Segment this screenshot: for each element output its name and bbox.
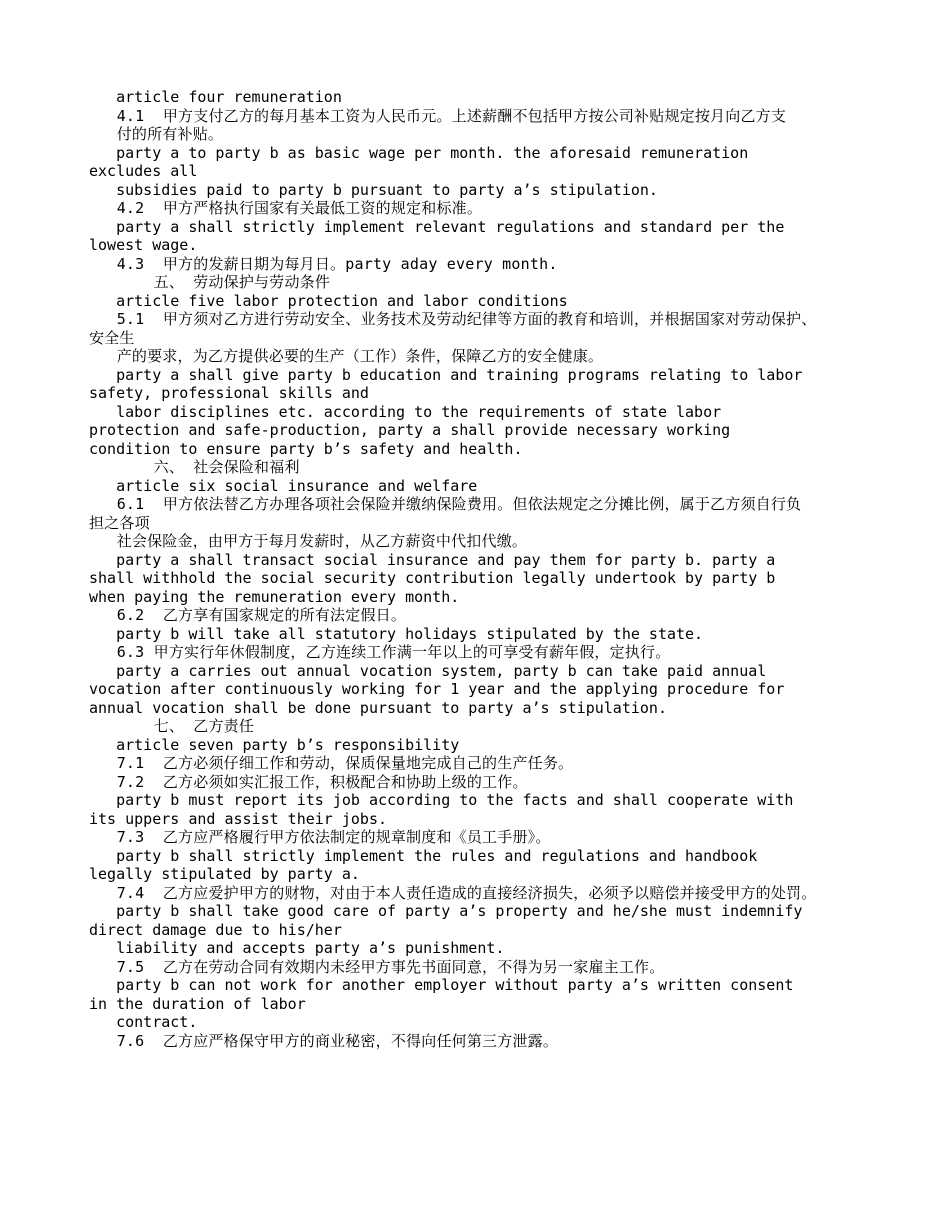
clause-4-2-en-cont: lowest wage.: [89, 236, 198, 254]
clause-7-4-cn: 7.4 乙方应爱护甲方的财物，对由于本人责任造成的直接经济损失，必须予以赔偿并接受甲方的处罚。: [89, 883, 817, 902]
clause-7-2-en: party b must report its job according to the facts and shall cooperate with: [89, 791, 794, 809]
article-seven-heading: article seven party b’s responsibility: [89, 735, 460, 754]
section-seven-heading-cn: 七、 乙方责任: [89, 717, 255, 735]
clause-5-1-en: party a shall give party b education and training programs relating to labor: [89, 365, 803, 384]
clause-5-1-en-cont-4: condition to ensure party b’s safety and health.: [89, 439, 523, 458]
clause-6-3-en: party a carries out annual vocation system, party b can take paid annual: [89, 661, 767, 680]
clause-4-3: 4.3 甲方的发薪日期为每月日。party aday every month.: [89, 254, 558, 273]
clause-7-2-en-cont: its uppers and assist their jobs.: [89, 809, 388, 828]
clause-7-3-en-cont: legally stipulated by party a.: [89, 865, 360, 883]
clause-4-1-en: party a to party b as basic wage per month. the aforesaid remuneration: [89, 143, 749, 162]
clause-4-2-en: party a shall strictly implement relevant regulations and standard per the: [89, 217, 785, 236]
article-five-heading: article five labor protection and labor conditions: [89, 291, 568, 310]
section-six-heading-cn: 六、 社会保险和福利: [89, 458, 300, 476]
clause-7-3-en: party b shall strictly implement the rules and regulations and handbook: [89, 846, 758, 865]
clause-6-1-en-cont-2: when paying the remuneration every month.: [89, 587, 460, 606]
clause-6-2-cn: 6.2 乙方享有国家规定的所有法定假日。: [89, 606, 407, 624]
clause-5-1-cn-cont: 安全生: [89, 328, 135, 347]
clause-6-1-en: party a shall transact social insurance and pay them for party b. party a: [89, 550, 776, 569]
clause-6-3-en-cont: vocation after continuously working for 1 year and the applying procedure for: [89, 680, 785, 698]
clause-5-1-en-cont: safety, professional skills and: [89, 384, 369, 402]
clause-7-3-cn: 7.3 乙方应严格履行甲方依法制定的规章制度和《员工手册》。: [89, 828, 551, 846]
clause-7-2-cn: 7.2 乙方必须如实汇报工作，积极配合和协助上级的工作。: [89, 772, 528, 791]
clause-5-1-en-cont-3: protection and safe-production, party a shall provide necessary working: [89, 421, 731, 439]
clause-7-5-en: party b can not work for another employer without party a’s written consent: [89, 976, 794, 994]
document-body: [89, 88, 869, 1050]
clause-7-5-cn: 7.5 乙方在劳动合同有效期内未经甲方事先书面同意，不得为另一家雇主工作。: [89, 957, 665, 976]
clause-7-5-en-cont-2: contract.: [89, 1013, 198, 1031]
clause-4-1-en-cont: excludes all: [89, 162, 198, 180]
clause-7-6-cn: 7.6 乙方应严格保守甲方的商业秘密，不得向任何第三方泄露。: [89, 1031, 559, 1050]
article-four-heading: article four remuneration: [89, 88, 342, 106]
clause-7-4-en: party b shall take good care of party a’s property and he/she must indemnify: [89, 902, 803, 920]
clause-7-5-en-cont: in the duration of labor: [89, 994, 306, 1013]
clause-6-1-en-cont: shall withhold the social security contribution legally undertook by party b: [89, 569, 776, 587]
clause-4-1-en-cont-2: subsidies paid to party b pursuant to party a’s stipulation.: [89, 180, 658, 199]
clause-7-1-cn: 7.1 乙方必须仔细工作和劳动，保质保量地完成自己的生产任务。: [89, 754, 574, 772]
clause-4-1-cn: 4.1 甲方支付乙方的每月基本工资为人民币元。上述薪酬不包括甲方按公司补贴规定按月向乙方支: [89, 106, 787, 125]
article-six-heading: article six social insurance and welfare: [89, 476, 478, 495]
clause-7-4-en-cont: direct damage due to his/her: [89, 920, 342, 939]
clause-5-1-en-cont-2: labor disciplines etc. according to the requirements of state labor: [89, 402, 722, 421]
clause-6-3-en-cont-2: annual vocation shall be done pursuant to party a’s stipulation.: [89, 698, 667, 717]
clause-5-1-cn: 5.1 甲方须对乙方进行劳动安全、业务技术及劳动纪律等方面的教育和培训，并根据国家对劳动保护、: [89, 310, 817, 328]
clause-6-3-cn: 6.3 甲方实行年休假制度，乙方连续工作满一年以上的可享受有薪年假，定执行。: [89, 643, 671, 661]
clause-7-4-en-cont-2: liability and accepts party a’s punishment.: [89, 939, 505, 957]
clause-6-1-cn: 6.1 甲方依法替乙方办理各项社会保险并缴纳保险费用。但依法规定之分摊比例，属于乙方须自行负: [89, 495, 802, 513]
clause-6-2-en: party b will take all statutory holidays stipulated by the state.: [89, 624, 704, 643]
clause-6-1-cn-cont-2: 社会保险金，由甲方于每月发薪时，从乙方薪资中代扣代缴。: [89, 532, 528, 550]
clause-4-2-cn: 4.2 甲方严格执行国家有关最低工资的规定和标准。: [89, 199, 483, 217]
clause-5-1-cn-cont-2: 产的要求，为乙方提供必要的生产（工作）条件，保障乙方的安全健康。: [89, 347, 604, 365]
section-five-heading-cn: 五、 劳动保护与劳动条件: [89, 273, 331, 291]
clause-4-1-cn-cont: 付的所有补贴。: [89, 125, 224, 143]
clause-6-1-cn-cont: 担之各项: [89, 513, 150, 532]
